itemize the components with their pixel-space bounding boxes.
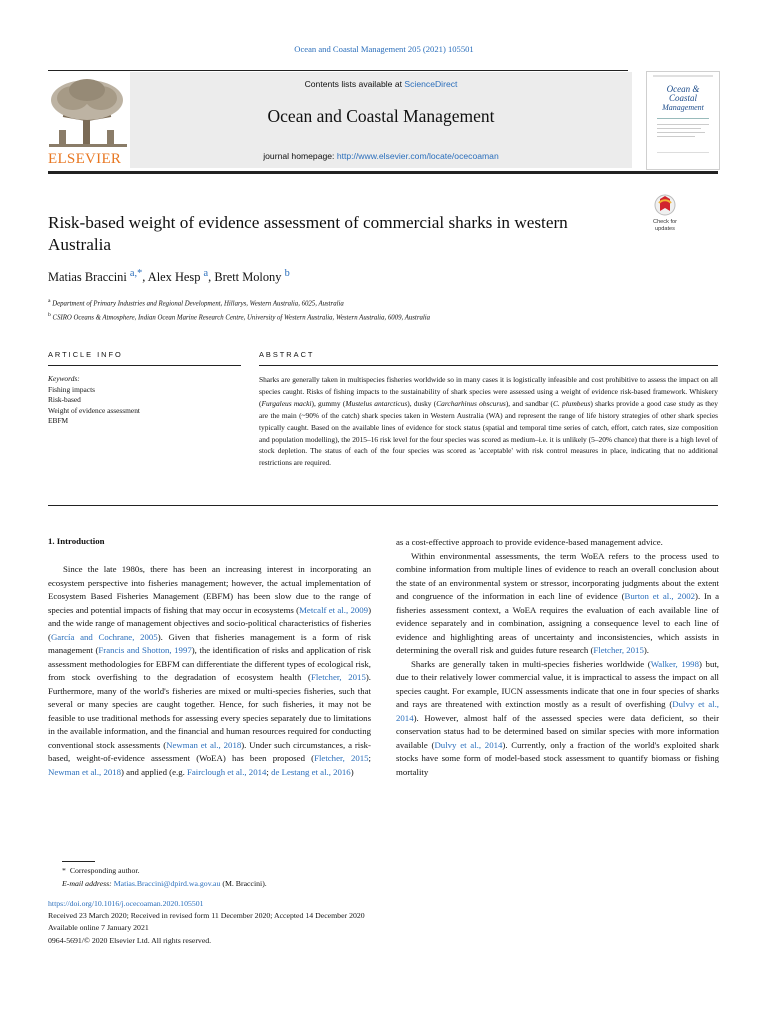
doi-link[interactable]: https://doi.org/10.1016/j.ocecoaman.2020.105501 <box>48 899 204 908</box>
author-name[interactable]: Brett Molony <box>214 270 282 285</box>
publisher-name: ELSEVIER <box>48 151 122 167</box>
sciencedirect-link[interactable]: ScienceDirect <box>404 79 458 89</box>
author-list <box>48 268 290 285</box>
text-segment: ). However, almost half of the assessed species were data deficient, so their conservation status had to be determined based on similar species with more information available ( <box>396 712 719 750</box>
paragraph <box>48 563 371 779</box>
section-heading-introduction: 1. Introduction <box>48 536 105 546</box>
text-segment: ) <box>350 766 354 777</box>
reference-link[interactable]: Fletcher, 2015 <box>593 645 644 655</box>
affiliation-mark: a <box>48 298 51 304</box>
affiliation <box>48 296 718 310</box>
email-link[interactable]: Matias.Braccini@dpird.wa.gov.au <box>113 878 221 888</box>
author-separator: , <box>142 270 148 285</box>
online-date: Available online 7 January 2021 <box>48 923 149 933</box>
author-sup[interactable]: a,* <box>129 268 143 279</box>
author-sup[interactable]: a <box>203 268 209 279</box>
journal-homepage <box>130 151 632 161</box>
paragraph: as a cost-effective approach to provide evidence-based management advice. <box>396 537 663 547</box>
keywords-block <box>48 374 241 427</box>
elsevier-logo <box>45 76 129 168</box>
article-info-rule <box>48 365 241 366</box>
abstract-heading: ABSTRACT <box>259 350 315 359</box>
affiliation-mark: b <box>48 311 51 318</box>
contents-line <box>130 79 632 89</box>
reference-link[interactable]: García and Cochrane, 2005 <box>50 631 158 642</box>
species-name: Mustelus antarcticus <box>345 398 408 408</box>
reference-link[interactable]: Dulvy et al., 2014 <box>396 699 719 723</box>
species-name: Furgaleus macki <box>261 398 312 408</box>
article-title: Risk-based weight of evidence assessment of commercial sharks in western Australia <box>48 213 568 254</box>
keyword: Fishing impacts <box>48 384 96 394</box>
text-segment: ). Currently, only a fraction of the world's exploited shark stocks have some form of model-based stock assessment to quantify biomass or fishing mortality <box>396 739 719 777</box>
abstract-segment: ), gummy ( <box>311 398 346 408</box>
keyword: Risk-based <box>48 395 81 404</box>
journal-citation[interactable]: Ocean and Coastal Management 205 (2021) 105501 <box>294 44 474 54</box>
publication-info <box>48 898 548 947</box>
text-segment: ). Given that fisheries management is a form of risk management ( <box>48 631 371 655</box>
author-name[interactable]: Alex Hesp <box>147 270 201 285</box>
keyword: Weight of evidence assessment <box>48 405 140 415</box>
reference-link[interactable]: Fairclough et al., 2014 <box>187 766 267 777</box>
keyword: EBFM <box>48 416 69 425</box>
corresponding-author-note <box>48 865 448 878</box>
reference-link[interactable]: de Lestang et al., 2016 <box>271 766 351 777</box>
text-segment: ) but, due to their relatively lower commercial value, it is impractical to assess the impact on all species caught. For example, IUCN assessments indicate that one in four species of sharks and rays are threatened with extinction mostly as a result of overfishing ( <box>396 658 719 709</box>
cover-title-1: Ocean & <box>666 84 700 94</box>
email-note <box>48 878 448 891</box>
abstract-end-rule <box>48 505 718 506</box>
affiliation-text: Department of Primary Industries and Regional Development, Hillarys, Western Australia, 6025, Australia <box>52 300 344 308</box>
email-suffix: (M. Braccini). <box>220 878 267 888</box>
header-bottom-rule <box>48 171 718 174</box>
keywords-label: Keywords: <box>48 374 80 383</box>
homepage-link[interactable]: http://www.elsevier.com/locate/ocecoaman <box>336 151 499 161</box>
cover-image-icon <box>647 72 719 169</box>
reference-link[interactable]: Fletcher, 2015 <box>310 672 366 682</box>
affiliation <box>48 310 718 324</box>
footnotes <box>48 865 448 891</box>
reference-link[interactable]: Burton et al., 2002 <box>624 591 696 601</box>
text-segment: ) and the wide range of management objectives and socio-political characteristics of fisheries ( <box>48 604 371 642</box>
check-updates-icon <box>646 193 684 233</box>
text-segment: Sharks are generally taken in multi-species fisheries worldwide ( <box>411 658 651 669</box>
reference-link[interactable]: Newman et al., 2018 <box>166 739 242 750</box>
journal-cover-thumbnail[interactable] <box>646 71 720 170</box>
badge-line-2: updates <box>655 226 675 232</box>
reference-link[interactable]: Walker, 1998 <box>650 658 699 669</box>
abstract-rule <box>259 365 718 366</box>
reference-link[interactable]: Dulvy et al., 2014 <box>434 739 503 750</box>
author-name[interactable]: Matias Braccini <box>48 270 127 285</box>
text-segment: ; <box>368 753 371 763</box>
abstract-text <box>259 374 718 469</box>
received-dates: Received 23 March 2020; Received in revised form 11 December 2020; Accepted 14 December 2020 <box>48 911 365 921</box>
footnote-marker: * <box>62 866 66 875</box>
author-sup[interactable]: b <box>284 268 290 279</box>
abstract-segment: ), and sandbar ( <box>505 398 553 408</box>
paragraph <box>396 658 719 780</box>
reference-link[interactable]: Newman et al., 2018 <box>48 766 122 777</box>
cover-title-3: Management <box>662 103 704 112</box>
text-segment: ). <box>643 645 649 655</box>
text-segment: ) and applied (e.g. <box>121 766 187 777</box>
cover-title-2: Coastal <box>668 93 698 103</box>
body-column-right <box>396 536 719 779</box>
text-segment: Since the late 1980s, there has been an increasing interest in incorporating an ecosystem perspective into fisheries management; however, the actual implementation of Ecosystem Based Fisheries Management (EBFM) has been slow due to the range of species and potential impacts of fishing that may occur in ecosystems ( <box>48 564 371 615</box>
reference-link[interactable]: Fletcher, 2015 <box>314 753 369 763</box>
text-segment: ). Under such circumstances, a risk-based, weight-of-evidence assessment (WoEA) has been proposed ( <box>48 739 371 763</box>
body-column-left <box>48 563 371 779</box>
affiliation-text: CSIRO Oceans & Atmosphere, Indian Ocean Marine Research Centre, University of Western Australia, Western Australia, 6009, Australia <box>52 313 431 321</box>
footnote-rule <box>62 861 95 862</box>
paragraph <box>396 550 719 658</box>
badge-line-1: Check for <box>653 219 677 225</box>
abstract-segment: Sharks are generally taken in multispecies fisheries worldwide so in many cases it is logistically infeasible and cost prohibitive to assess the impact on all species caught. Risks of fishing impacts to the sustainability of shark species were assessed using a weight of evidence risk-based framework. Whiskery ( <box>259 375 718 408</box>
species-name: C. plumbeus <box>553 398 591 408</box>
reference-link[interactable]: Francis and Shotton, 1997 <box>98 645 192 655</box>
abstract-segment: ) sharks provide a good case study as they are the main (~90% of the catch) shark species taken in Western Australia (WA) and represent the range of life history strategies of other shark species typically caught. Based on the available lines of evidence for stock status (spatial and temporal time series of catch, effort, catch rates, size composition and population modelling), the 2015–16 risk level for the four species was scored as medium–i.e. it is unlikely (5–20% chance) that there is a high level of stock depletion. The status of each of the four species was scored as 'acceptable' with risk control measures in place, indicating that no additional restrictions are required. <box>259 398 718 468</box>
homepage-label: journal homepage: <box>263 151 337 161</box>
species-name: Carcharhinus obscurus <box>436 398 506 408</box>
corresponding-text: Corresponding author. <box>69 866 140 875</box>
email-label: E-mail address: <box>62 878 114 888</box>
text-segment: ), the identification of risks and application of risk assessment methodologies for EBFM can differentiate the different types of ecological risk, from stock overfishing to the degradation of ecosystem health ( <box>48 645 371 682</box>
affiliations <box>48 296 718 323</box>
contents-prefix: Contents lists available at <box>304 79 405 89</box>
text-segment: ). Furthermore, many of the world's fisheries are mixed or multi-species fisheries, such that several or many species are caught together. Hence, for such fisheries, it may not be feasible to use traditional methods for assessing every species separately due to limitations in the available information, and the financial and human resources required for conducting conventional stock assessments ( <box>48 672 371 750</box>
article-info-heading: ARTICLE INFO <box>48 350 123 359</box>
check-for-updates-badge[interactable] <box>646 193 684 233</box>
text-segment: ; <box>266 766 272 777</box>
abstract-segment: ), dusky ( <box>407 398 437 408</box>
elsevier-tree-icon <box>45 76 129 148</box>
header-top-rule <box>48 70 628 71</box>
author-separator: , <box>208 270 215 285</box>
text-segment: Within environmental assessments, the term WoEA refers to the process used to combine information from multiple lines of evidence to reach an overall conclusion about the state of an environmental system or stressor, incorporating judgments about the extent and congruence of the information in each line of evidence ( <box>396 550 719 601</box>
journal-name: Ocean and Coastal Management <box>267 106 495 126</box>
text-segment: ). In a fisheries assessment context, a WoEA requires the evaluation of each available line of evidence separately and in combination, assigning a consequence level to each line of evidence and highlighting areas of uncertainty and inconsistencies, which assists in determining the overall risk and guides future research ( <box>396 591 719 655</box>
reference-link[interactable]: Metcalf et al., 2009 <box>299 604 369 615</box>
copyright-line: 0964-5691/© 2020 Elsevier Ltd. All rights reserved. <box>48 935 212 945</box>
